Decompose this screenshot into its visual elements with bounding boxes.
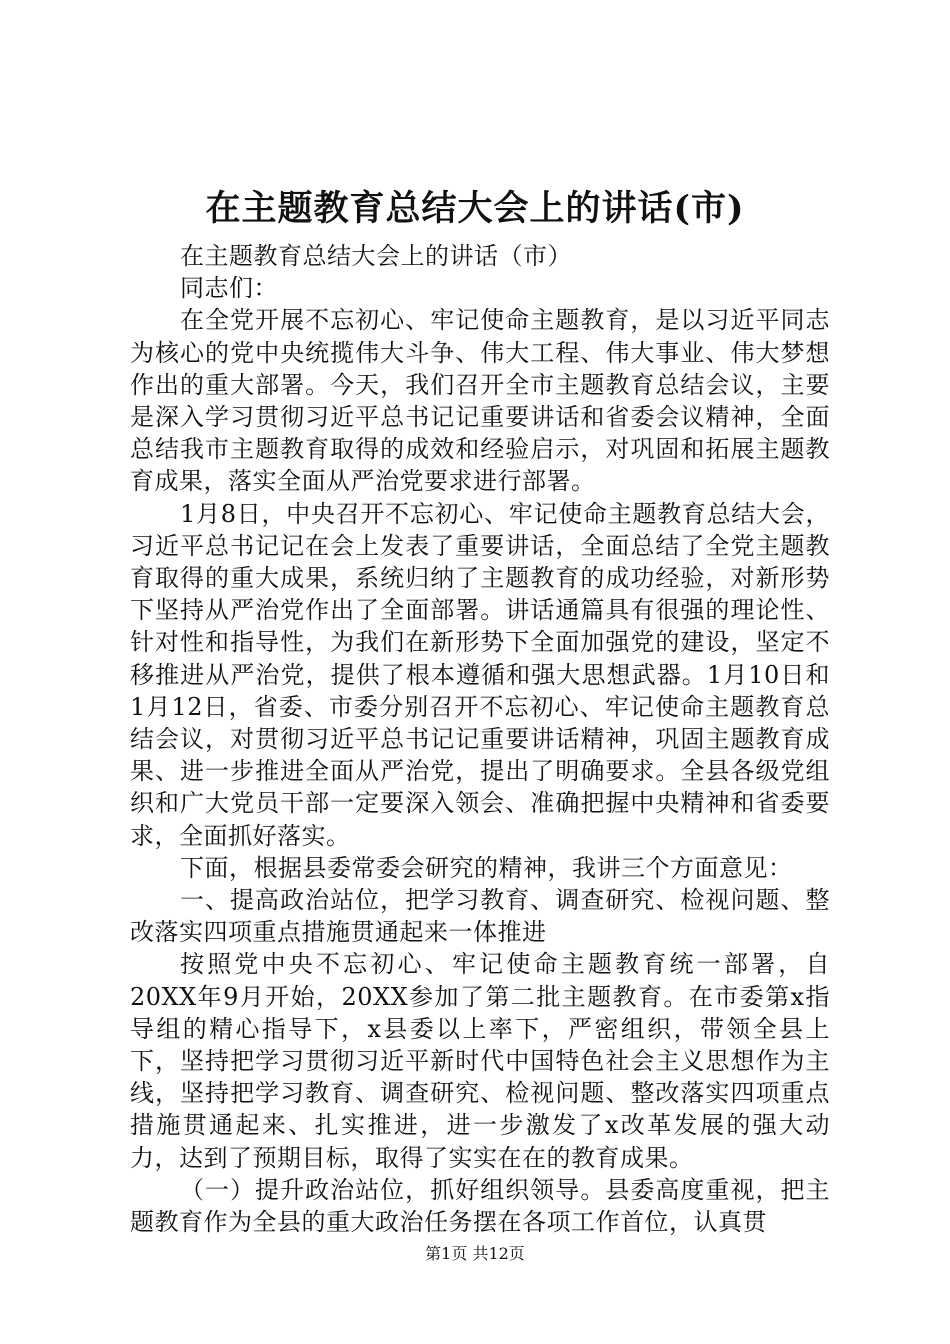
paragraph-subtitle: 在主题教育总结大会上的讲话（市） [180, 242, 572, 270]
paragraph-outline: 下面，根据县委常委会研究的精神，我讲三个方面意见： [180, 853, 793, 882]
paragraph-subsection-one: （一）提升政治站位，抓好组织领导。县委高度重视，把主题教育作为全县的重大政治任务摆在各项工作首位，认真贯 [130, 1175, 830, 1237]
section-heading-one: 一、提高政治站位，把学习教育、调查研究、检视问题、整改落实四项重点措施贯通起来一体推进 [130, 886, 830, 947]
paragraph-intro: 在全党开展不忘初心、牢记使命主题教育，是以习近平同志为核心的党中央统揽伟大斗争、伟大工程、伟大事业、伟大梦想作出的重大部署。今天，我们召开全市主题教育总结会议，主要是深入学习贯彻习近平总书记记重要讲话和省委会议精神，全面总结我市主题教育取得的成效和经验启示，对巩固和拓展主题教育成果，落实全面从严治党要求进行部署。 [130, 306, 830, 496]
paragraph-background: 1月8日，中央召开不忘初心、牢记使命主题教育总结大会，习近平总书记记在会上发表了重要讲话，全面总结了全党主题教育取得的重大成果，系统归纳了主题教育的成功经验，对新形势下坚持从严治党作出了全面部署。讲话通篇具有很强的理论性、针对性和指导性，为我们在新形势下全面加强党的建设，坚定不移推进从严治党，提供了根本遵循和强大思想武器。1月10日和1月12日，省委、市委分别召开不忘初心、牢记使命主题教育总结会议，对贯彻习近平总书记记重要讲话精神，巩固主题教育成果、进一步推进全面从严治党，提出了明确要求。全县各级党组织和广大党员干部一定要深入领会、准确把握中央精神和省委要求，全面抓好落实。 [130, 499, 830, 850]
document-title: 在主题教育总结大会上的讲话(市) [205, 188, 745, 229]
page-footer: 第1页 共12页 [425, 1244, 525, 1263]
paragraph-salutation: 同志们： [180, 274, 278, 303]
paragraph-section-one: 按照党中央不忘初心、牢记使命主题教育统一部署，自20XX年9月开始，20XX参加了第二批主题教育。在市委第x指导组的精心指导下，x县委以上率下，严密组织，带领全县上下，坚持把学习贯彻习近平新时代中国特色社会主义思想作为主线，坚持把学习教育、调查研究、检视问题、整改落实四项重点措施贯通起来、扎实推进，进一步激发了x改革发展的强大动力，达到了预期目标，取得了实实在在的教育成果。 [130, 950, 830, 1172]
document-body [130, 240, 830, 1238]
